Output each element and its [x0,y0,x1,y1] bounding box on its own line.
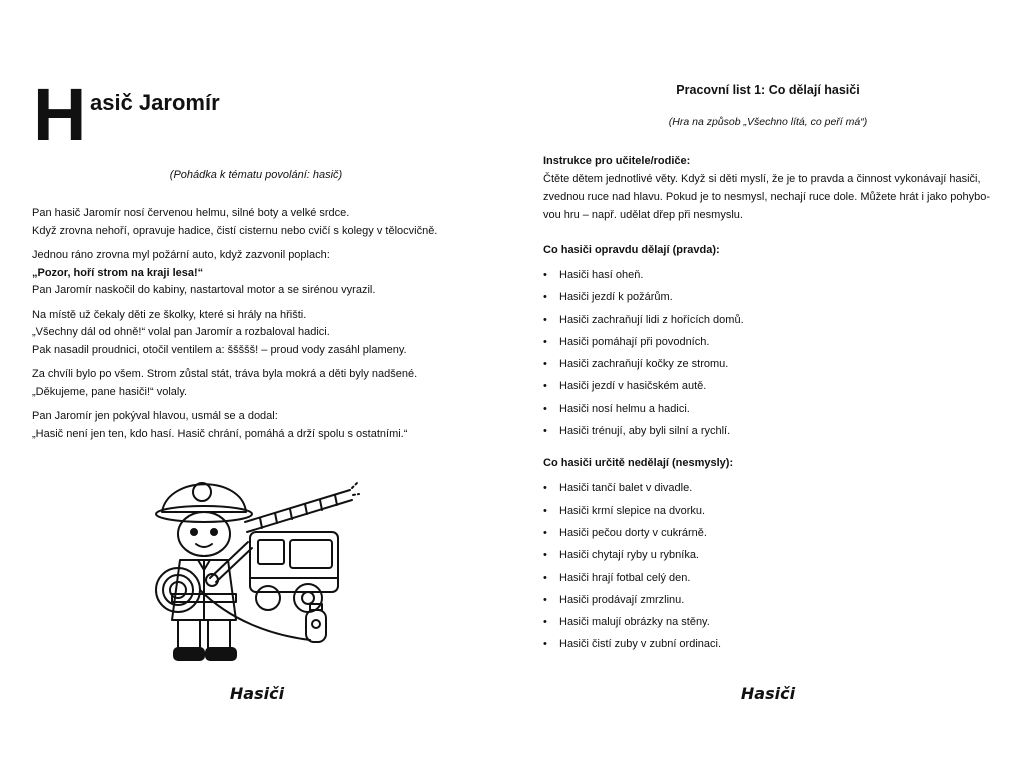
story-paragraph [32,366,492,401]
list-item: • Hasiči tančí balet v divadle. [543,477,998,499]
worksheet-body [543,152,998,656]
instructions-line: zvednou ruce nad hlavu. Pokud je to nesmysl, nechají ruce dole. Můžete hrát i jako pohybo- [543,191,990,203]
instructions-text [543,170,998,224]
list-item: • Hasiči čistí zuby v zubní ordinaci. [543,633,998,655]
story-line: Jednou ráno zrovna myl požární auto, když zazvonil poplach: [32,249,330,261]
story-line: „Všechny dál od ohně!“ volal pan Jaromír a rozbaloval hadici. [32,326,330,338]
worksheet-page [512,0,1024,768]
false-heading: Co hasiči určitě nedělají (nesmysly): [543,457,734,470]
story-line: Pan Jaromír jen pokýval hlavou, usmál se a dodal: [32,410,278,422]
story-text [32,205,492,450]
story-line: Pan Jaromír naskočil do kabiny, nastartoval motor a se sirénou vyrazil. [32,284,376,296]
list-item: • Hasiči krmí slepice na dvorku. [543,500,998,522]
story-line: „Hasič není jen ten, kdo hasí. Hasič chrání, pomáhá a drží spolu s ostatními.“ [32,427,408,440]
story-line: Pan hasič Jaromír nosí červenou helmu, silné boty a velké srdce. [32,207,350,219]
instructions-heading: Instrukce pro učitele/rodiče: [543,155,691,167]
list-item: • Hasiči prodávají zmrzlinu. [543,589,998,611]
list-item: • Hasiči hrají fotbal celý den. [543,567,998,589]
left-footer: Hasiči [229,684,285,703]
false-list [543,477,998,655]
true-list [543,264,998,442]
list-item: • Hasiči trénují, aby byli silní a rychlí. [543,420,998,442]
story-line: Když zrovna nehoří, opravuje hadice, čistí cisternu nebo cvičí s kolegy v tělocvičně. [32,224,438,237]
story-line: „Pozor, hoří strom na kraji lesa!“ [32,266,204,279]
story-subtitle: (Pohádka k tématu povolání: hasič) [169,169,343,181]
story-paragraph [32,408,492,443]
story-title [33,73,333,156]
story-paragraph [32,307,492,360]
list-item: • Hasiči malují obrázky na stěny. [543,611,998,633]
worksheet-subtitle: (Hra na způsob „Všechno lítá, co peří má“) [668,116,868,128]
list-item: • Hasiči jezdí k požárům. [543,286,998,308]
story-line: Za chvíli bylo po všem. Strom zůstal stát, tráva byla mokrá a děti byly nadšené. [32,368,418,380]
title-text: asič Jaromír [90,90,220,115]
list-item: • Hasiči pečou dorty v cukrárně. [543,522,998,544]
true-heading: Co hasiči opravdu dělají (pravda): [543,244,720,256]
list-item: • Hasiči zachraňují lidi z hořících domů. [543,309,998,331]
instructions-line: Čtěte dětem jednotlivé věty. Když si děti myslí, že je to pravda a činnost vykonávají hasiči, [543,173,981,185]
story-paragraph [32,205,492,240]
list-item: • Hasiči jezdí v hasičském autě. [543,375,998,397]
list-item: • Hasiči hasí oheň. [543,264,998,286]
story-paragraph [32,247,492,300]
story-line: „Děkujeme, pane hasiči!“ volaly. [32,385,188,398]
list-item: • Hasiči nosí helmu a hadici. [543,398,998,420]
title-dropcap: H [33,73,85,156]
right-footer: Hasiči [740,684,796,703]
story-line: Pak nasadil proudnici, otočil ventilem a: ššššš! – proud vody zasáhl plameny. [32,343,407,356]
story-line: Na místě už čekaly děti ze školky, které si hrály na hřišti. [32,308,307,321]
instructions-line: vou hru – např. udělat dřep při nesmyslu. [543,209,743,221]
list-item: • Hasiči pomáhají při povodních. [543,331,998,353]
list-item: • Hasiči zachraňují kočky ze stromu. [543,353,998,375]
list-item: • Hasiči chytají ryby u rybníka. [543,544,998,566]
firefighter-illustration-icon [150,470,360,665]
worksheet-title: Pracovní list 1: Co dělají hasiči [676,83,860,97]
